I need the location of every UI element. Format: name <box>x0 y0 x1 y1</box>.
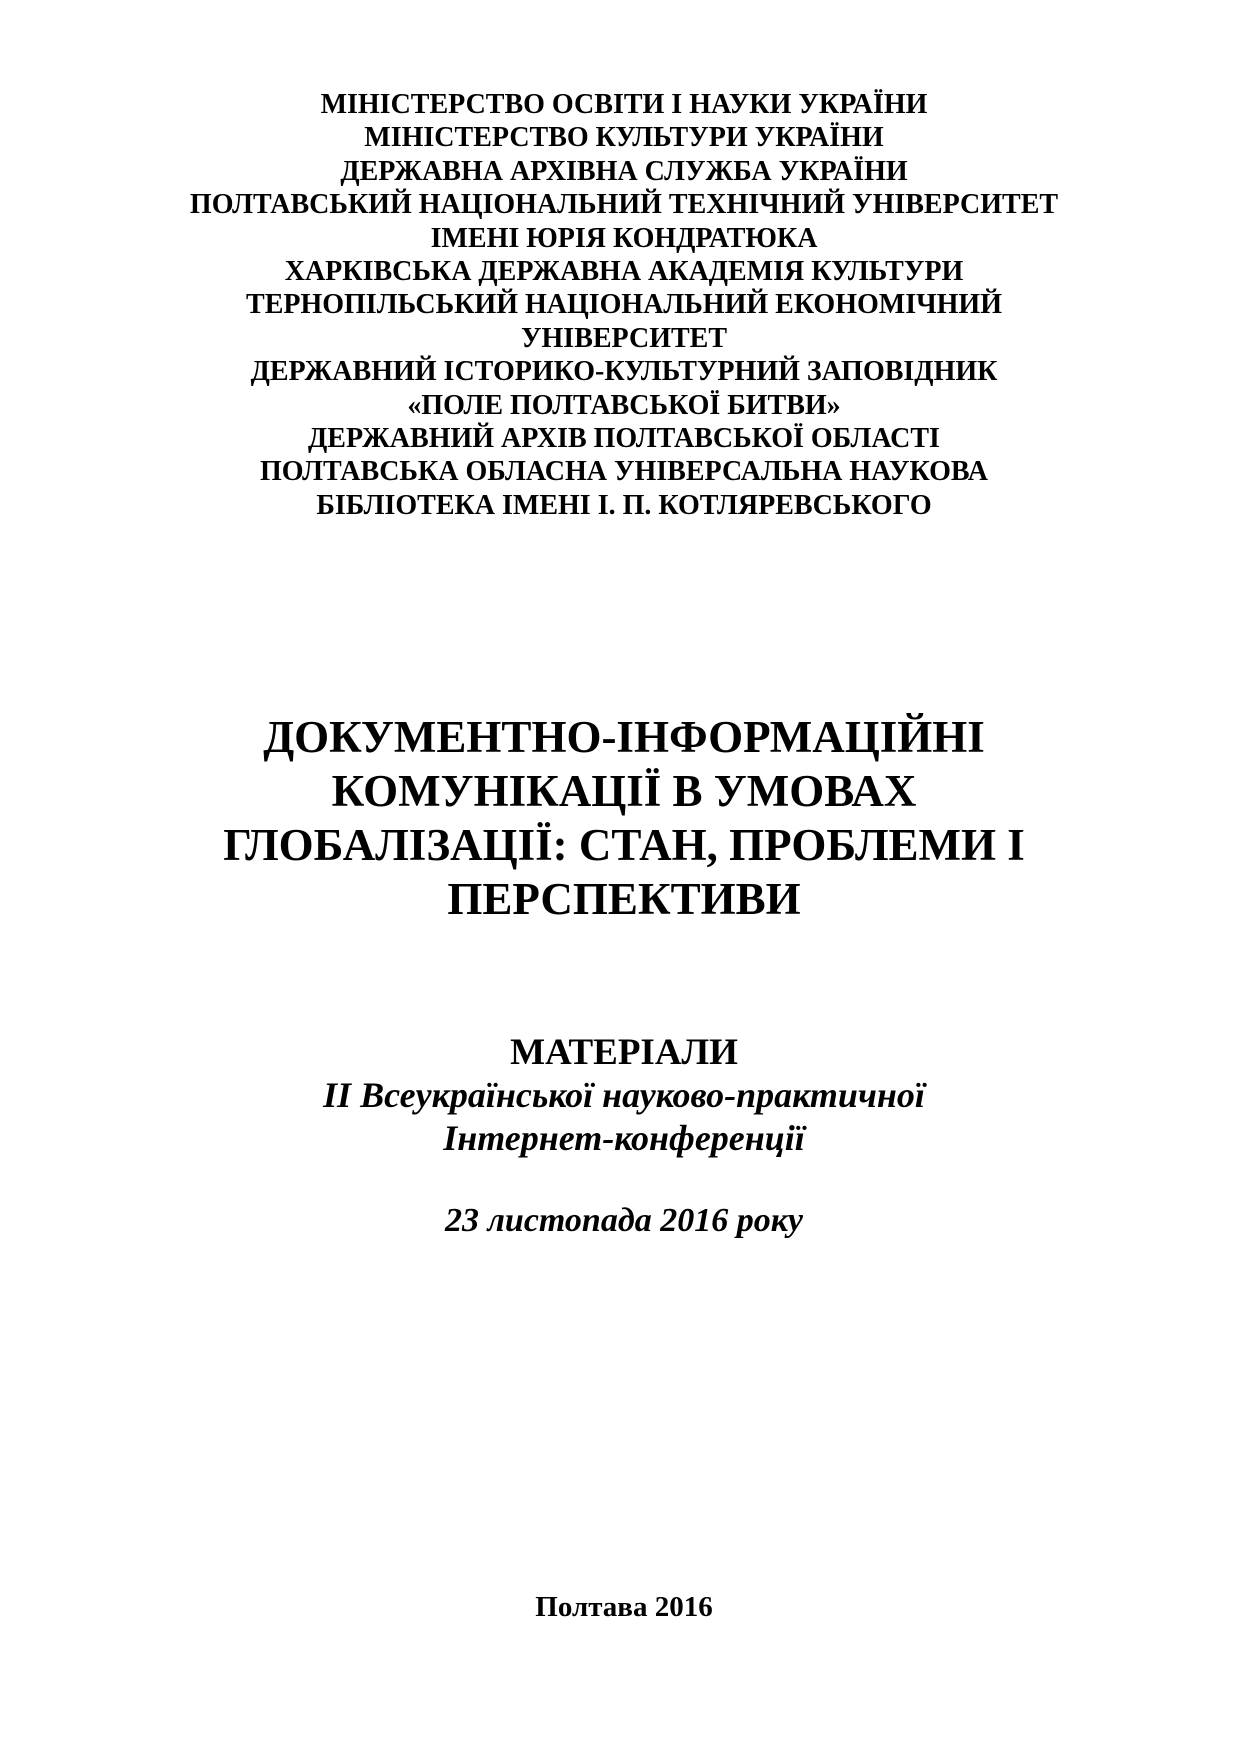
organization-line: «ПОЛЕ ПОЛТАВСЬКОЇ БИТВИ» <box>407 389 841 421</box>
title-line: КОМУНІКАЦІЇ В УМОВАХ <box>331 766 917 817</box>
organization-line: МІНІСТЕРСТВО КУЛЬТУРИ УКРАЇНИ <box>364 122 884 154</box>
title-line: ДОКУМЕНТНО-ІНФОРМАЦІЙНІ <box>263 712 985 763</box>
conference-title <box>8 710 1240 926</box>
place-and-year: Полтава 2016 <box>535 1591 713 1623</box>
materials-label: МАТЕРІАЛИ <box>510 1032 738 1074</box>
title-line: ПЕРСПЕКТИВИ <box>447 874 801 925</box>
subtitle-line: Інтернет-конференції <box>443 1118 805 1159</box>
organization-line: ДЕРЖАВНА АРХІВНА СЛУЖБА УКРАЇНИ <box>340 155 908 187</box>
title-line: ГЛОБАЛІЗАЦІЇ: СТАН, ПРОБЛЕМИ І <box>223 820 1025 871</box>
organization-line: ХАРКІВСЬКА ДЕРЖАВНА АКАДЕМІЯ КУЛЬТУРИ <box>284 256 964 288</box>
subtitle-line: ІІ Всеукраїнської науково-практичної <box>323 1075 925 1116</box>
organization-line: БІБЛІОТЕКА ІМЕНІ І. П. КОТЛЯРЕВСЬКОГО <box>316 489 932 521</box>
organization-line: ТЕРНОПІЛЬСЬКИЙ НАЦІОНАЛЬНИЙ ЕКОНОМІЧНИЙ <box>246 289 1002 321</box>
conference-date: 23 листопада 2016 року <box>444 1202 804 1240</box>
organization-line: ПОЛТАВСЬКИЙ НАЦІОНАЛЬНИЙ ТЕХНІЧНИЙ УНІВЕРСИТЕТ <box>189 189 1059 221</box>
organizations-block <box>8 0 1240 522</box>
conference-subtitle <box>8 1074 1240 1160</box>
organization-line: ПОЛТАВСЬКА ОБЛАСНА УНІВЕРСАЛЬНА НАУКОВА <box>259 456 988 488</box>
organization-line: МІНІСТЕРСТВО ОСВІТИ І НАУКИ УКРАЇНИ <box>320 89 928 120</box>
organization-line: ІМЕНІ ЮРІЯ КОНДРАТЮКА <box>430 222 818 254</box>
organization-line: ДЕРЖАВНИЙ АРХІВ ПОЛТАВСЬКОЇ ОБЛАСТІ <box>308 423 940 455</box>
organization-line: ДЕРЖАВНИЙ ІСТОРИКО-КУЛЬТУРНИЙ ЗАПОВІДНИК <box>250 356 998 388</box>
organization-line: УНІВЕРСИТЕТ <box>520 322 728 354</box>
